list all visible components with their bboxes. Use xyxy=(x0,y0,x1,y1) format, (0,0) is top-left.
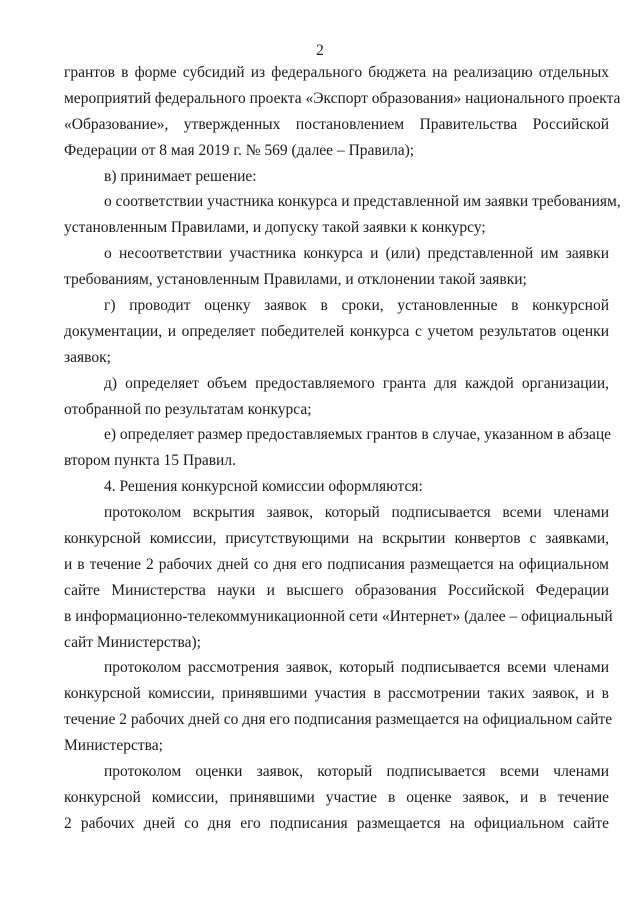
text-line: конкурсной комиссии, присутствующими на вскрытии конвертов с заявками, xyxy=(64,530,609,548)
document-body xyxy=(64,60,621,837)
text-line: д) определяет объем предоставляемого гранта для каждой организации, xyxy=(104,374,609,392)
text-line: Министерства; xyxy=(64,737,163,755)
text-line: конкурсной комиссии, принявшими участия в рассмотрении таких заявок, и в xyxy=(64,685,609,703)
text-line: Федерации от 8 мая 2019 г. № 569 (далее – Правила); xyxy=(64,141,415,159)
text-line: конкурсной комиссии, принявшими участие в оценке заявок, и в течение xyxy=(64,788,609,806)
text-line: грантов в форме субсидий из федерального бюджета на реализацию отдельных xyxy=(64,64,609,81)
text-line: протоколом рассмотрения заявок, который подписывается всеми членами xyxy=(104,659,609,677)
text-line: течение 2 рабочих дней со дня его подписания размещается на официальном сайте xyxy=(64,711,613,729)
text-line: в) принимает решение: xyxy=(104,167,257,185)
text-line: документации, и определяет победителей конкурса с учетом результатов оценки xyxy=(64,322,609,340)
text-line: заявок; xyxy=(64,348,111,366)
text-line: о несоответствии участника конкурса и (или) представленной им заявки xyxy=(104,245,609,263)
text-line: о соответствии участника конкурса и представленной им заявки требованиям, xyxy=(104,193,621,211)
text-line: г) проводит оценку заявок в сроки, установленные в конкурсной xyxy=(104,297,609,315)
text-line: установленным Правилами, и допуску такой заявки к конкурсу; xyxy=(64,219,486,237)
text-line: протоколом вскрытия заявок, который подписывается всеми членами xyxy=(104,504,609,522)
text-line: отобранной по результатам конкурса; xyxy=(64,400,312,418)
text-line: втором пункта 15 Правил. xyxy=(64,452,236,470)
text-line: сайте Министерства науки и высшего образования Российской Федерации xyxy=(64,581,609,599)
text-line: мероприятий федерального проекта «Экспорт образования» национального проекта xyxy=(64,89,621,107)
text-line: сайт Министерства); xyxy=(64,633,201,651)
text-line: 2 рабочих дней со дня его подписания размещается на официальном сайте xyxy=(64,814,609,832)
text-line: 4. Решения конкурсной комиссии оформляются: xyxy=(104,478,423,496)
text-line: протоколом оценки заявок, который подписывается всеми членами xyxy=(104,763,609,781)
text-line: и в течение 2 рабочих дней со дня его подписания размещается на официальном xyxy=(64,555,609,573)
text-line: требованиям, установленным Правилами, и отклонении такой заявки; xyxy=(64,271,527,289)
page-number: 2 xyxy=(316,42,324,59)
text-line: «Образование», утвержденных постановлением Правительства Российской xyxy=(64,115,609,133)
text-line: в информационно-телекоммуникационной сети «Интернет» (далее – официальный xyxy=(64,607,613,625)
text-line: е) определяет размер предоставляемых грантов в случае, указанном в абзаце xyxy=(104,426,612,444)
